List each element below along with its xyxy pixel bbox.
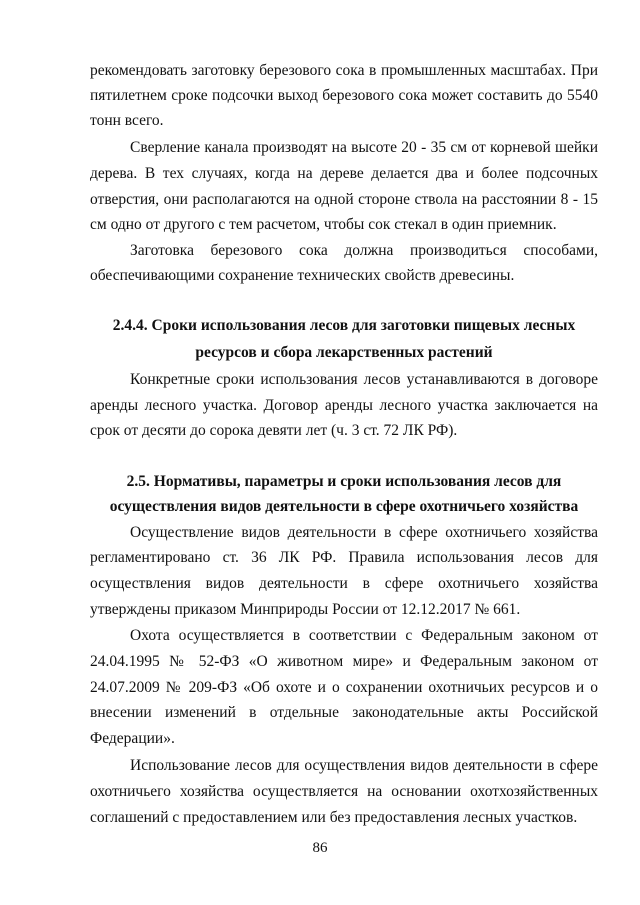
text-line: осуществления видов деятельности в сфере охотничьего хозяйства bbox=[90, 575, 598, 592]
text-line: охотничьего хозяйства осуществляется на основании охотхозяйственных bbox=[90, 783, 598, 800]
text-line: регламентировано ст. 36 ЛК РФ. Правила использования лесов для bbox=[90, 549, 598, 566]
text-line: соглашений с предоставлением или без предоставления лесных участков. bbox=[90, 809, 578, 826]
section-heading: 2.4.4. Сроки использования лесов для заготовки пищевых лесных bbox=[112, 317, 576, 334]
text-line: утверждены приказом Минприроды России от 12.12.2017 № 661. bbox=[90, 601, 521, 618]
text-line: пятилетнем сроке подсочки выход березового сока может составить до 5540 bbox=[90, 87, 598, 104]
section-heading: 2.5. Нормативы, параметры и сроки использования лесов для bbox=[126, 473, 562, 490]
text-line: внесении изменений в отдельные законодательные акты Российской bbox=[90, 704, 598, 721]
text-line: Федерации». bbox=[90, 730, 175, 747]
text-line: отверстия, они располагаются на одной стороне ствола на расстоянии 8 - 15 bbox=[90, 191, 598, 208]
text-line: аренды лесного участка. Договор аренды лесного участка заключается на bbox=[90, 397, 598, 414]
text-line: срок от десяти до сорока девяти лет (ч. 3 ст. 72 ЛК РФ). bbox=[90, 422, 458, 439]
text-line: 24.07.2009 № 209-ФЗ «Об охоте и о сохранении охотничьих ресурсов и о bbox=[90, 679, 598, 696]
text-line: рекомендовать заготовку березового сока в промышленных масштабах. При bbox=[90, 62, 598, 79]
text-line: Конкретные сроки использования лесов устанавливаются в договоре bbox=[130, 371, 598, 388]
text-line: Осуществление видов деятельности в сфере охотничьего хозяйства bbox=[130, 524, 598, 541]
text-line: 24.04.1995 № 52-ФЗ «О животном мире» и Федеральным законом от bbox=[90, 653, 598, 670]
text-line: дерева. В тех случаях, когда на дереве делается два и более подсочных bbox=[90, 165, 598, 182]
section-heading: ресурсов и сбора лекарственных растений bbox=[195, 344, 493, 361]
text-line: Использование лесов для осуществления видов деятельности в сфере bbox=[130, 757, 598, 774]
page-number: 86 bbox=[312, 840, 328, 856]
text-line: Заготовка березового сока должна производиться способами, bbox=[130, 242, 598, 259]
text-line: Сверление канала производят на высоте 20 - 35 см от корневой шейки bbox=[130, 139, 598, 156]
text-line: обеспечивающими сохранение технических свойств древесины. bbox=[90, 267, 515, 284]
section-heading: осуществления видов деятельности в сфере охотничьего хозяйства bbox=[109, 498, 579, 515]
text-line: тонн всего. bbox=[90, 112, 164, 129]
text-line: см одно от другого с тем расчетом, чтобы сок стекал в один приемник. bbox=[90, 216, 557, 233]
text-line: Охота осуществляется в соответствии с Федеральным законом от bbox=[130, 627, 598, 644]
